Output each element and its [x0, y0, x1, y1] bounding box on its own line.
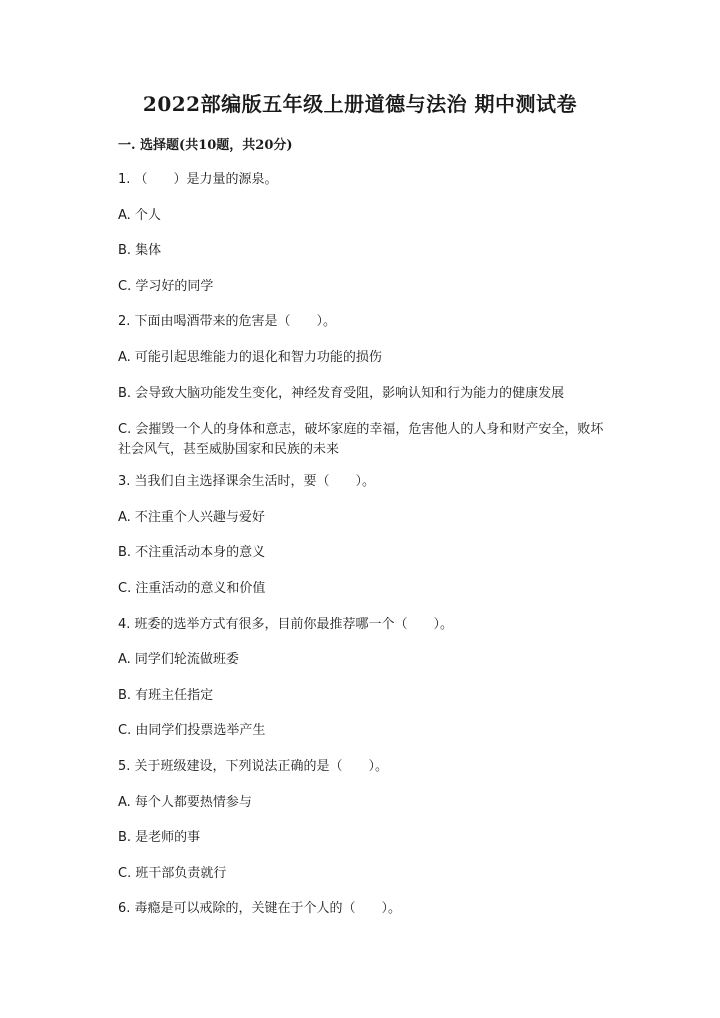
question-stem: 1. （ ）是力量的源泉。 [118, 172, 278, 187]
answer-option: C. 班干部负责就行 [118, 865, 227, 881]
answer-option: C. 注重活动的意义和价值 [118, 580, 266, 596]
answer-option: C. 会摧毁一个人的身体和意志，破坏家庭的幸福，危害他人的人身和财产安全，败坏社会风气，甚至威胁国家和民族的未来 [118, 422, 604, 458]
answer-option: C. 由同学们投票选举产生 [118, 723, 266, 739]
answer-option: A. 个人 [118, 207, 161, 223]
answer-option: B. 集体 [118, 243, 162, 259]
answer-option: A. 每个人都要热情参与 [118, 794, 252, 810]
answer-option: A. 可能引起思维能力的退化和智力功能的损伤 [118, 349, 382, 365]
question-stem: 6. 毒瘾是可以戒除的，关键在于个人的（ ）。 [118, 901, 402, 917]
question-stem: 2. 下面由喝酒带来的危害是（ ）。 [118, 314, 337, 330]
question-stem: 4. 班委的选举方式有很多，目前你最推荐哪一个（ ）。 [118, 616, 454, 632]
section-header: 一. 选择题(共10题，共20分) [118, 138, 293, 153]
page-title: 2022部编版五年级上册道德与法治 期中测试卷 [142, 92, 578, 116]
answer-option: A. 不注重个人兴趣与爱好 [118, 509, 265, 525]
answer-option: A. 同学们轮流做班委 [118, 652, 239, 668]
answer-option: C. 学习好的同学 [118, 278, 214, 294]
answer-option: B. 有班主任指定 [118, 687, 214, 703]
question-stem: 3. 当我们自主选择课余生活时，要（ ）。 [118, 474, 376, 490]
answer-option: B. 是老师的事 [118, 830, 201, 846]
answer-option: B. 不注重活动本身的意义 [118, 545, 266, 561]
question-list [118, 171, 608, 936]
question-stem: 5. 关于班级建设，下列说法正确的是（ ）。 [118, 758, 389, 774]
answer-option: B. 会导致大脑功能发生变化，神经发育受阻，影响认知和行为能力的健康发展 [118, 385, 565, 401]
